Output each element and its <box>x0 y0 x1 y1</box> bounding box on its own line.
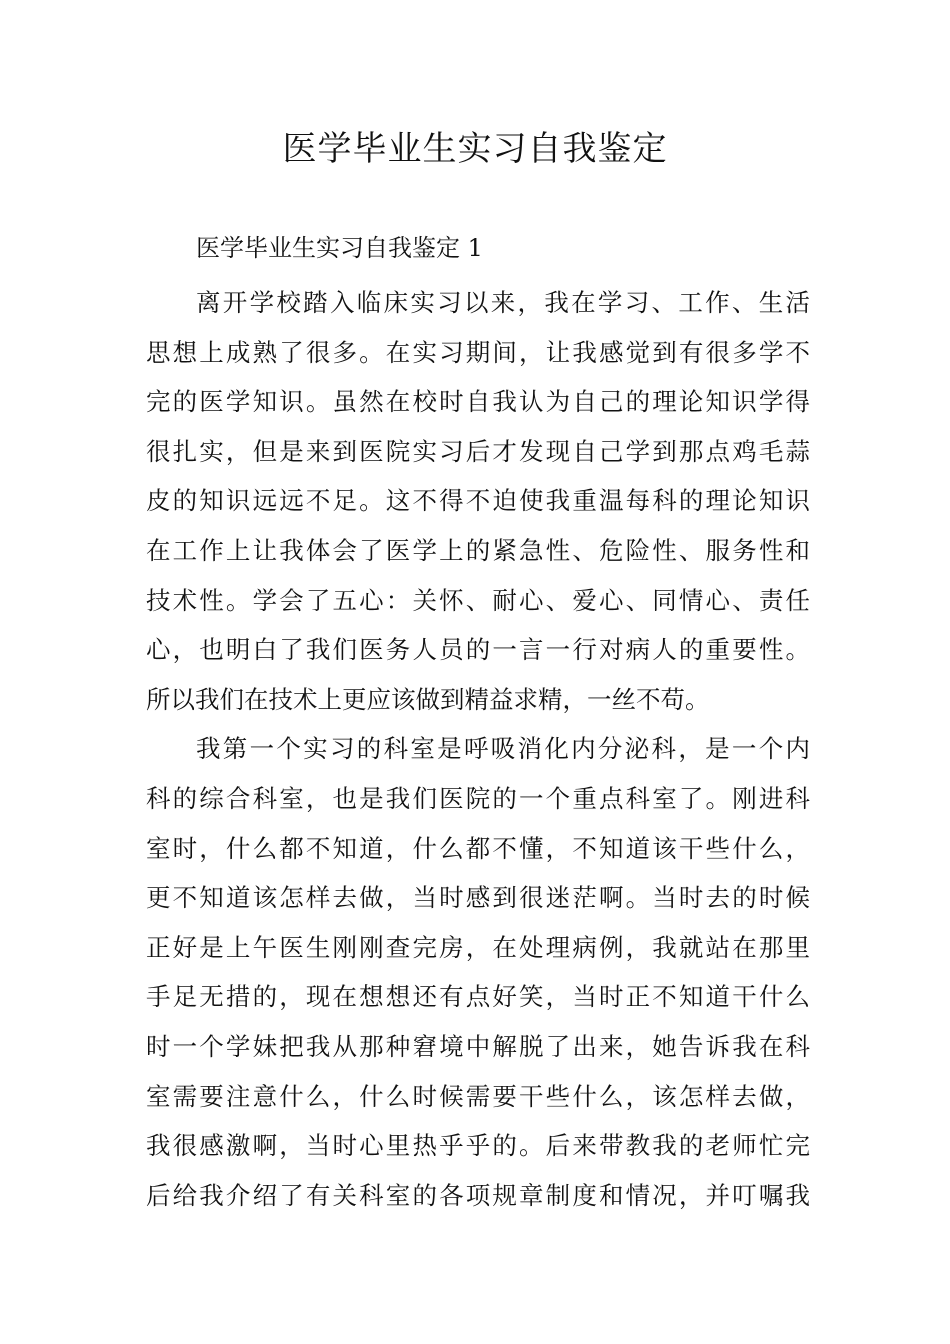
paragraph-line: 室时，什么都不知道，什么都不懂，不知道该干些什么， <box>146 833 810 863</box>
paragraph-line: 正好是上午医生刚刚查完房，在处理病例，我就站在那里 <box>146 932 810 962</box>
document-body <box>146 278 810 1220</box>
paragraph-line: 我第一个实习的科室是呼吸消化内分泌科，是一个内 <box>196 734 810 764</box>
paragraph-1 <box>146 278 810 724</box>
paragraph-line: 时一个学妹把我从那种窘境中解脱了出来，她告诉我在科 <box>146 1031 810 1061</box>
paragraph-line: 更不知道该怎样去做，当时感到很迷茫啊。当时去的时候 <box>146 883 810 913</box>
paragraph-line: 皮的知识远远不足。这不得不迫使我重温每科的理论知识 <box>146 486 810 516</box>
paragraph-line: 后给我介绍了有关科室的各项规章制度和情况，并叮嘱我 <box>146 1180 810 1210</box>
paragraph-line: 科的综合科室，也是我们医院的一个重点科室了。刚进科 <box>146 783 810 813</box>
document-title: 医学毕业生实习自我鉴定 <box>282 129 668 169</box>
paragraph-line: 思想上成熟了很多。在实习期间，让我感觉到有很多学不 <box>146 337 810 367</box>
paragraph-line: 手足无措的，现在想想还有点好笑，当时正不知道干什么 <box>146 982 810 1012</box>
paragraph-line: 很扎实，但是来到医院实习后才发现自己学到那点鸡毛蒜 <box>146 436 810 466</box>
paragraph-line: 离开学校踏入临床实习以来，我在学习、工作、生活 <box>196 288 810 317</box>
paragraph-line: 完的医学知识。虽然在校时自我认为自己的理论知识学得 <box>146 387 810 417</box>
paragraph-line: 我很感激啊，当时心里热乎乎的。后来带教我的老师忙完 <box>146 1131 810 1161</box>
paragraph-2 <box>146 724 810 1220</box>
paragraph-line: 技术性。学会了五心：关怀、耐心、爱心、同情心、责任 <box>146 585 810 615</box>
paragraph-line: 室需要注意什么，什么时候需要干些什么，该怎样去做， <box>146 1081 810 1111</box>
paragraph-line: 在工作上让我体会了医学上的紧急性、危险性、服务性和 <box>146 535 810 565</box>
paragraph-line: 所以我们在技术上更应该做到精益求精，一丝不苟。 <box>146 684 710 714</box>
paragraph-line: 心，也明白了我们医务人员的一言一行对病人的重要性。 <box>146 635 810 665</box>
document-subtitle: 医学毕业生实习自我鉴定 1 <box>196 234 483 262</box>
